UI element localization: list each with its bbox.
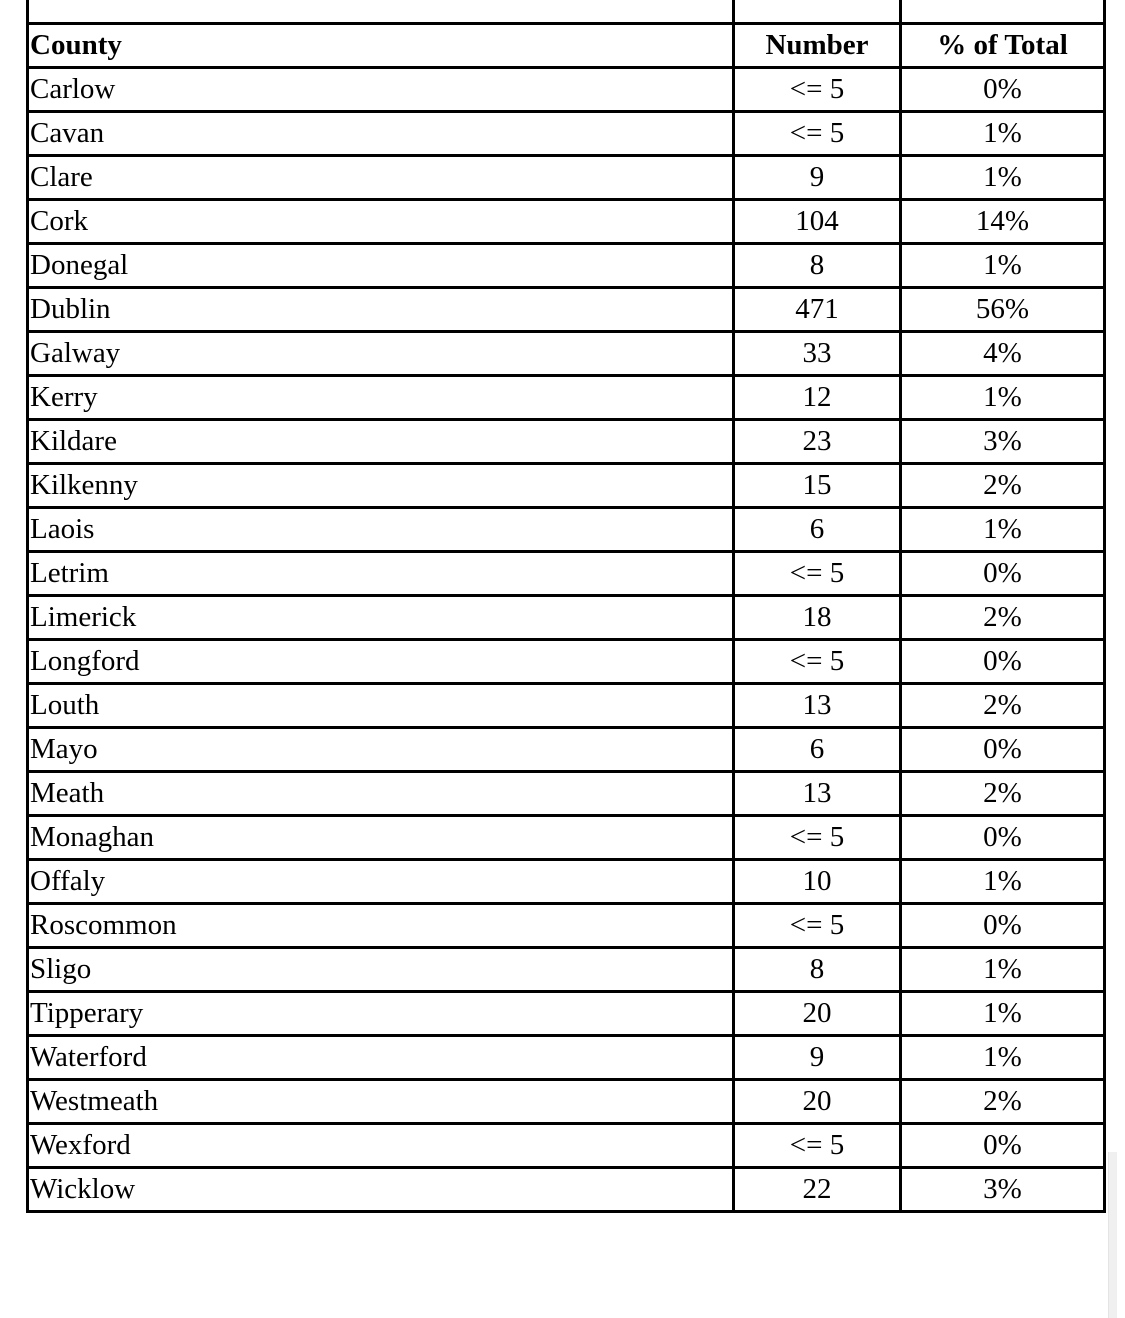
table-row <box>28 332 1105 376</box>
number-cell: 8 <box>734 244 901 288</box>
county-cell: Donegal <box>28 244 734 288</box>
pct-cell: 1% <box>901 948 1105 992</box>
pct-cell: 3% <box>901 1168 1105 1212</box>
pct-cell: 1% <box>901 376 1105 420</box>
number-cell: 9 <box>734 156 901 200</box>
table-row <box>28 1124 1105 1168</box>
table-row <box>28 508 1105 552</box>
column-header-pct: % of Total <box>901 24 1105 68</box>
county-cell: Sligo <box>28 948 734 992</box>
table-body <box>28 68 1105 1212</box>
county-table-container <box>26 0 1103 1213</box>
pct-cell: 0% <box>901 640 1105 684</box>
number-cell: 8 <box>734 948 901 992</box>
number-cell: 6 <box>734 508 901 552</box>
number-cell: <= 5 <box>734 640 901 684</box>
table-row <box>28 904 1105 948</box>
number-cell: <= 5 <box>734 112 901 156</box>
pct-cell: 1% <box>901 244 1105 288</box>
county-cell: Kilkenny <box>28 464 734 508</box>
table-row <box>28 420 1105 464</box>
county-cell: Roscommon <box>28 904 734 948</box>
table-row <box>28 1080 1105 1124</box>
number-cell: 33 <box>734 332 901 376</box>
table-row <box>28 992 1105 1036</box>
pct-cell: 1% <box>901 1036 1105 1080</box>
pct-cell: 0% <box>901 68 1105 112</box>
number-cell: 20 <box>734 1080 901 1124</box>
county-cell: Clare <box>28 156 734 200</box>
table-row <box>28 1036 1105 1080</box>
number-cell: 23 <box>734 420 901 464</box>
number-cell: <= 5 <box>734 1124 901 1168</box>
pct-cell: 14% <box>901 200 1105 244</box>
number-cell: <= 5 <box>734 68 901 112</box>
pct-cell: 1% <box>901 508 1105 552</box>
number-cell: 20 <box>734 992 901 1036</box>
table-cell-empty <box>28 0 734 24</box>
county-cell: Limerick <box>28 596 734 640</box>
table-row <box>28 200 1105 244</box>
pct-cell: 0% <box>901 904 1105 948</box>
column-header-number: Number <box>734 24 901 68</box>
pct-cell: 2% <box>901 1080 1105 1124</box>
county-cell: Carlow <box>28 68 734 112</box>
county-cell: Longford <box>28 640 734 684</box>
table-row <box>28 244 1105 288</box>
number-cell: 18 <box>734 596 901 640</box>
table-row <box>28 156 1105 200</box>
table-row <box>28 860 1105 904</box>
number-cell: 9 <box>734 1036 901 1080</box>
table-row <box>28 772 1105 816</box>
table-row <box>28 1168 1105 1212</box>
table-row <box>28 112 1105 156</box>
table-row <box>28 684 1105 728</box>
table-row <box>28 464 1105 508</box>
table-row <box>28 728 1105 772</box>
table-row <box>28 288 1105 332</box>
table-row <box>28 596 1105 640</box>
vertical-scrollbar[interactable] <box>1108 1152 1117 1318</box>
table-header-row <box>28 24 1105 68</box>
pct-cell: 0% <box>901 728 1105 772</box>
county-cell: Mayo <box>28 728 734 772</box>
county-cell: Offaly <box>28 860 734 904</box>
pct-cell: 1% <box>901 156 1105 200</box>
pct-cell: 1% <box>901 860 1105 904</box>
table-row <box>28 640 1105 684</box>
county-cell: Cavan <box>28 112 734 156</box>
table-row <box>28 68 1105 112</box>
pct-cell: 2% <box>901 464 1105 508</box>
table-row <box>28 376 1105 420</box>
number-cell: 10 <box>734 860 901 904</box>
county-cell: Louth <box>28 684 734 728</box>
table-partial-row <box>28 0 1105 24</box>
pct-cell: 4% <box>901 332 1105 376</box>
number-cell: 6 <box>734 728 901 772</box>
number-cell: 12 <box>734 376 901 420</box>
table-row <box>28 948 1105 992</box>
pct-cell: 2% <box>901 684 1105 728</box>
number-cell: <= 5 <box>734 816 901 860</box>
pct-cell: 0% <box>901 816 1105 860</box>
table-cell-empty <box>901 0 1105 24</box>
number-cell: 13 <box>734 684 901 728</box>
county-cell: Wexford <box>28 1124 734 1168</box>
county-cell: Cork <box>28 200 734 244</box>
county-cell: Tipperary <box>28 992 734 1036</box>
pct-cell: 56% <box>901 288 1105 332</box>
pct-cell: 2% <box>901 772 1105 816</box>
pct-cell: 1% <box>901 992 1105 1036</box>
county-cell: Letrim <box>28 552 734 596</box>
pct-cell: 0% <box>901 552 1105 596</box>
county-cell: Galway <box>28 332 734 376</box>
county-cell: Dublin <box>28 288 734 332</box>
number-cell: 13 <box>734 772 901 816</box>
pct-cell: 2% <box>901 596 1105 640</box>
number-cell: <= 5 <box>734 904 901 948</box>
number-cell: 15 <box>734 464 901 508</box>
county-cell: Wicklow <box>28 1168 734 1212</box>
number-cell: 22 <box>734 1168 901 1212</box>
county-cell: Waterford <box>28 1036 734 1080</box>
county-cell: Laois <box>28 508 734 552</box>
county-cell: Westmeath <box>28 1080 734 1124</box>
table-row <box>28 816 1105 860</box>
county-cell: Kildare <box>28 420 734 464</box>
pct-cell: 1% <box>901 112 1105 156</box>
pct-cell: 0% <box>901 1124 1105 1168</box>
county-cell: Monaghan <box>28 816 734 860</box>
county-table <box>26 0 1106 1213</box>
number-cell: 104 <box>734 200 901 244</box>
column-header-county: County <box>28 24 734 68</box>
table-cell-empty <box>734 0 901 24</box>
number-cell: 471 <box>734 288 901 332</box>
county-cell: Kerry <box>28 376 734 420</box>
pct-cell: 3% <box>901 420 1105 464</box>
number-cell: <= 5 <box>734 552 901 596</box>
county-cell: Meath <box>28 772 734 816</box>
table-row <box>28 552 1105 596</box>
